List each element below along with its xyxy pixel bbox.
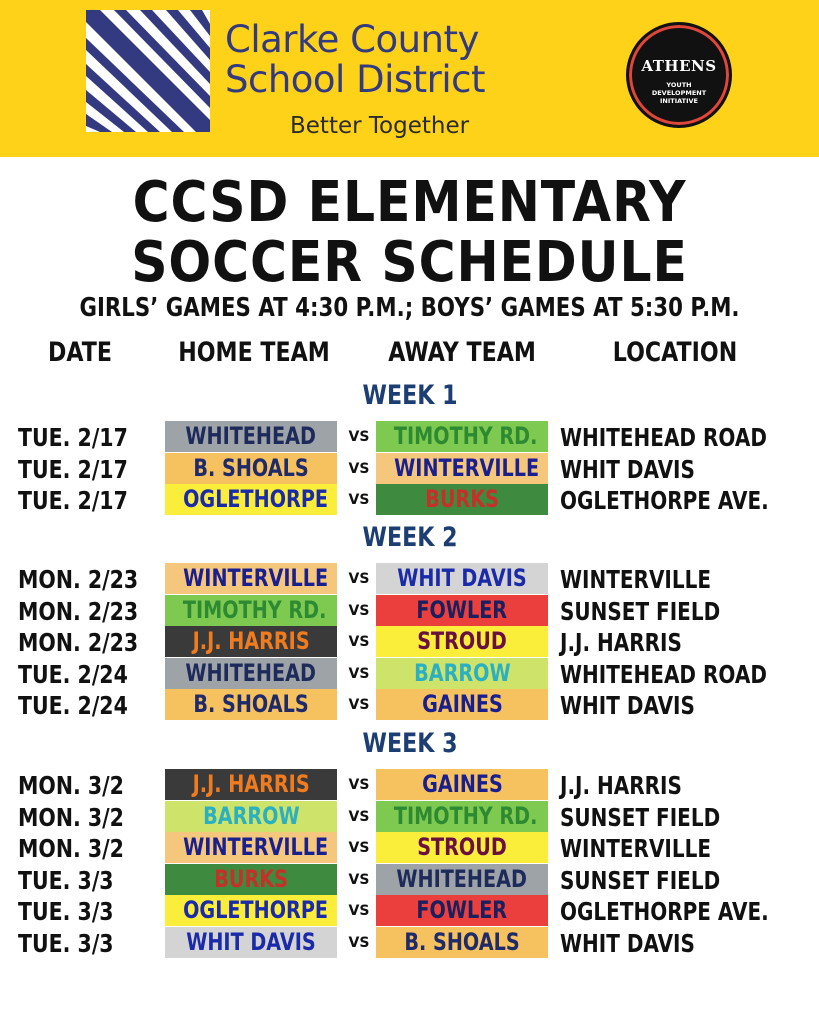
game-date: TUE. 2/24	[18, 659, 128, 689]
game-date: TUE. 3/3	[18, 928, 114, 958]
game-row	[0, 832, 819, 864]
column-header-location: LOCATION	[612, 337, 738, 368]
page-title-line1: CCSD ELEMENTARY	[132, 170, 687, 235]
away-team	[376, 895, 548, 926]
game-row	[0, 626, 819, 658]
home-team-label: B. SHOALS	[193, 690, 309, 718]
game-location: WINTERVILLE	[560, 565, 712, 594]
away-team-label: BARROW	[413, 658, 511, 687]
vs-label: VS	[348, 460, 370, 477]
column-header-away: AWAY TEAM	[388, 337, 536, 368]
game-times-subtitle: GIRLS’ GAMES AT 4:30 P.M.; BOYS’ GAMES AT 5:30 P.M.	[79, 293, 740, 323]
game-date: MON. 3/2	[18, 802, 124, 832]
vs-label: VS	[348, 934, 370, 951]
sunburst-logo-icon	[86, 10, 210, 132]
away-team	[376, 484, 548, 515]
home-team	[165, 658, 337, 689]
header-banner	[0, 0, 819, 157]
home-team	[165, 927, 337, 958]
vs-label: VS	[348, 777, 370, 793]
athens-badge-logo	[626, 22, 732, 128]
vs-label: VS	[348, 871, 370, 888]
game-row	[0, 801, 819, 833]
away-team-label: WHITEHEAD	[396, 864, 528, 893]
away-team	[376, 421, 548, 452]
away-team	[376, 769, 548, 800]
home-team	[165, 595, 337, 626]
game-date: MON. 2/23	[18, 596, 139, 626]
game-date: TUE. 3/3	[18, 865, 114, 895]
home-team-label: WINTERVILLE	[183, 564, 329, 592]
vs-label: VS	[348, 697, 370, 713]
game-location: SUNSET FIELD	[560, 865, 721, 895]
home-team-label: WHIT DAVIS	[186, 927, 316, 956]
game-row	[0, 769, 819, 801]
game-row	[0, 484, 819, 516]
game-location: WHIT DAVIS	[560, 454, 695, 484]
game-row	[0, 927, 819, 959]
away-team-label: WINTERVILLE	[394, 453, 540, 482]
away-team	[376, 927, 548, 958]
district-name-line2: School District	[225, 58, 485, 101]
vs-label: VS	[348, 665, 370, 682]
game-row	[0, 421, 819, 453]
game-location: SUNSET FIELD	[560, 802, 721, 832]
away-team	[376, 832, 548, 863]
column-header-home: HOME TEAM	[178, 337, 330, 368]
away-team	[376, 689, 548, 720]
away-team	[376, 453, 548, 484]
game-date: TUE. 2/17	[18, 423, 128, 452]
away-team-label: B. SHOALS	[404, 927, 520, 956]
game-location: SUNSET FIELD	[560, 596, 721, 626]
game-location: J.J. HARRIS	[560, 771, 682, 800]
vs-label: VS	[348, 903, 370, 919]
game-location: J.J. HARRIS	[560, 628, 682, 657]
column-header-date: DATE	[47, 337, 113, 368]
district-name	[225, 20, 605, 100]
away-team	[376, 595, 548, 626]
home-team	[165, 626, 337, 657]
home-team	[165, 484, 337, 515]
away-team-label: WHIT DAVIS	[397, 564, 527, 592]
vs-label: VS	[348, 429, 370, 445]
home-team-label: WHITEHEAD	[185, 422, 317, 450]
game-location: WINTERVILLE	[560, 834, 712, 863]
away-team	[376, 626, 548, 657]
game-date: TUE. 3/3	[18, 897, 114, 926]
game-date: TUE. 2/17	[18, 454, 128, 484]
vs-label: VS	[348, 808, 370, 825]
game-row	[0, 864, 819, 896]
home-team	[165, 453, 337, 484]
game-location: WHIT DAVIS	[560, 691, 695, 720]
away-team	[376, 658, 548, 689]
game-date: MON. 2/23	[18, 628, 139, 657]
away-team-label: GAINES	[421, 770, 503, 798]
away-team-label: STROUD	[417, 833, 507, 861]
home-team	[165, 801, 337, 832]
game-location: WHITEHEAD ROAD	[560, 423, 767, 452]
game-row	[0, 595, 819, 627]
week-heading: WEEK 3	[362, 728, 458, 759]
away-team-label: STROUD	[417, 627, 507, 655]
game-date: MON. 2/23	[18, 565, 139, 594]
away-team-label: GAINES	[421, 690, 503, 718]
game-row	[0, 895, 819, 927]
home-team-label: J.J. HARRIS	[192, 627, 310, 655]
tagline: Better Together	[290, 113, 470, 139]
home-team	[165, 563, 337, 594]
district-name-line1: Clarke County	[225, 18, 479, 61]
home-team	[165, 689, 337, 720]
page-title-line2: SOCCER SCHEDULE	[131, 230, 688, 295]
home-team	[165, 864, 337, 895]
away-team-label: BURKS	[425, 485, 499, 513]
home-team-label: J.J. HARRIS	[192, 770, 310, 798]
vs-label: VS	[348, 634, 370, 650]
home-team-label: TIMOTHY RD.	[182, 595, 327, 624]
home-team	[165, 895, 337, 926]
home-team	[165, 832, 337, 863]
game-date: TUE. 2/24	[18, 691, 128, 720]
game-location: OGLETHORPE AVE.	[560, 897, 769, 926]
home-team-label: OGLETHORPE	[183, 485, 329, 513]
game-location: OGLETHORPE AVE.	[560, 486, 769, 515]
home-team	[165, 421, 337, 452]
week-heading: WEEK 1	[362, 380, 458, 411]
away-team-label: TIMOTHY RD.	[393, 422, 538, 450]
badge-subtitle: YOUTH DEVELOPMENT INITIATIVE	[651, 81, 707, 105]
home-team-label: BARROW	[202, 801, 300, 830]
vs-label: VS	[348, 602, 370, 619]
away-team	[376, 563, 548, 594]
vs-label: VS	[348, 571, 370, 587]
away-team	[376, 801, 548, 832]
game-date: MON. 3/2	[18, 771, 124, 800]
away-team-label: FOWLER	[416, 595, 508, 624]
game-date: MON. 3/2	[18, 834, 124, 863]
game-location: WHIT DAVIS	[560, 928, 695, 958]
game-row	[0, 658, 819, 690]
vs-label: VS	[348, 840, 370, 856]
game-row	[0, 689, 819, 721]
away-team-label: FOWLER	[416, 896, 508, 924]
vs-label: VS	[348, 492, 370, 508]
game-row	[0, 563, 819, 595]
home-team-label: B. SHOALS	[193, 453, 309, 482]
badge-title: ATHENS	[641, 57, 717, 75]
game-row	[0, 453, 819, 485]
home-team-label: WINTERVILLE	[183, 833, 329, 861]
game-date: TUE. 2/17	[18, 486, 128, 515]
home-team-label: OGLETHORPE	[183, 896, 329, 924]
away-team	[376, 864, 548, 895]
home-team-label: WHITEHEAD	[185, 658, 317, 687]
home-team-label: BURKS	[214, 864, 288, 893]
away-team-label: TIMOTHY RD.	[393, 801, 538, 830]
home-team	[165, 769, 337, 800]
game-location: WHITEHEAD ROAD	[560, 659, 767, 689]
week-heading: WEEK 2	[362, 522, 458, 553]
